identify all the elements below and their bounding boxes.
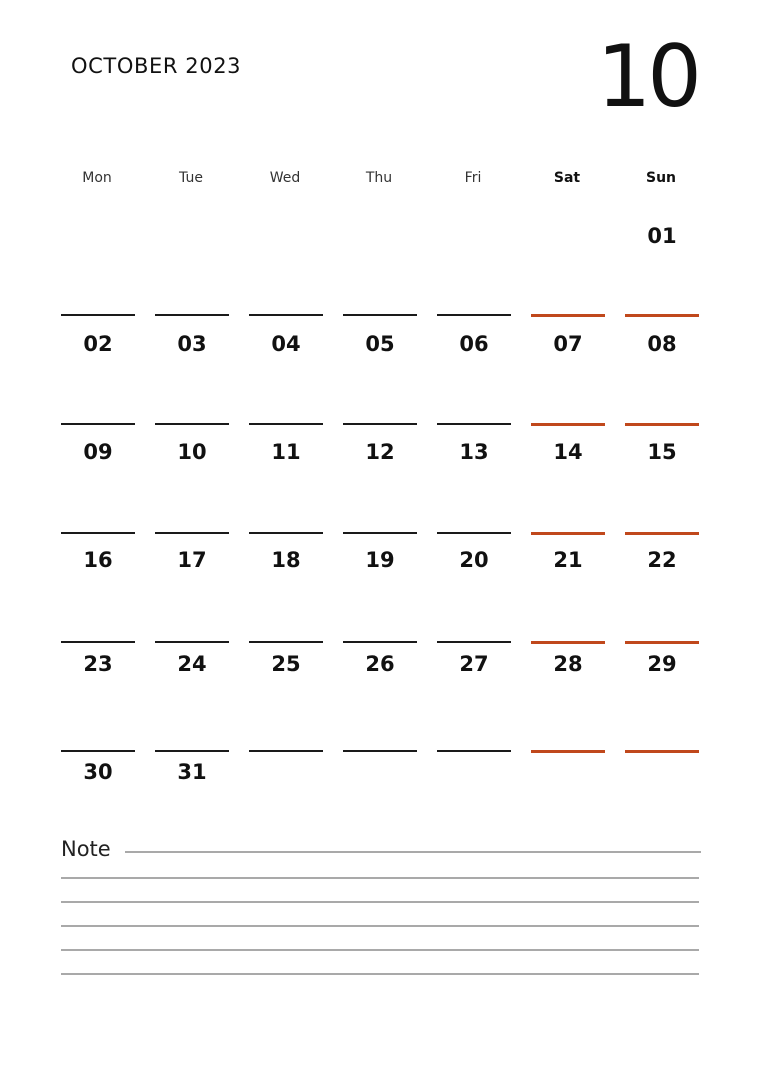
weekend-separator-line (531, 750, 605, 753)
day-separator-line (249, 314, 323, 316)
weekend-separator-line (531, 423, 605, 426)
weekday-sun: Sun (645, 170, 677, 186)
day-separator-line (343, 532, 417, 534)
day-number: 19 (365, 548, 395, 572)
day-number: 16 (83, 548, 113, 572)
note-line[interactable] (61, 925, 699, 927)
day-number: 09 (83, 440, 113, 464)
day-separator-line (61, 641, 135, 643)
weekend-separator-line (531, 532, 605, 535)
day-number: 26 (365, 652, 395, 676)
day-number: 23 (83, 652, 113, 676)
empty-day-cell[interactable] (249, 0, 323, 108)
day-separator-line (61, 314, 135, 316)
day-number: 08 (647, 332, 677, 356)
day-separator-line (61, 423, 135, 425)
weekday-fri: Fri (464, 170, 482, 186)
note-line[interactable] (125, 851, 701, 853)
day-separator-line (343, 314, 417, 316)
day-separator-line (343, 750, 417, 752)
weekend-separator-line (531, 641, 605, 644)
day-separator-line (155, 750, 229, 752)
day-separator-line (249, 641, 323, 643)
day-number: 30 (83, 760, 113, 784)
weekend-separator-line (625, 532, 699, 535)
day-number: 17 (177, 548, 207, 572)
day-separator-line (61, 532, 135, 534)
day-separator-line (437, 423, 511, 425)
day-separator-line (437, 641, 511, 643)
day-separator-line (437, 532, 511, 534)
weekend-separator-line (625, 641, 699, 644)
day-separator-line (437, 750, 511, 752)
day-separator-line (61, 750, 135, 752)
day-separator-line (155, 641, 229, 643)
day-separator-line (155, 532, 229, 534)
day-number: 20 (459, 548, 489, 572)
day-number: 14 (553, 440, 583, 464)
day-separator-line (249, 750, 323, 752)
day-number: 01 (647, 224, 677, 248)
empty-day-cell[interactable] (437, 0, 511, 108)
note-line[interactable] (61, 949, 699, 951)
month-number: 10 (596, 27, 698, 127)
day-number: 31 (177, 760, 207, 784)
note-line[interactable] (61, 973, 699, 975)
weekday-mon: Mon (82, 170, 112, 186)
day-number: 27 (459, 652, 489, 676)
weekend-separator-line (625, 314, 699, 317)
weekend-separator-line (625, 750, 699, 753)
day-number: 22 (647, 548, 677, 572)
weekday-thu: Thu (365, 170, 393, 186)
empty-day-cell[interactable] (531, 0, 605, 108)
day-number: 07 (553, 332, 583, 356)
weekend-separator-line (531, 314, 605, 317)
day-number: 05 (365, 332, 395, 356)
day-number: 02 (83, 332, 113, 356)
empty-day-cell[interactable] (625, 0, 699, 108)
day-number: 29 (647, 652, 677, 676)
day-number: 04 (271, 332, 301, 356)
day-number: 12 (365, 440, 395, 464)
note-line[interactable] (61, 877, 699, 879)
day-separator-line (155, 314, 229, 316)
day-separator-line (343, 423, 417, 425)
weekday-wed: Wed (269, 170, 301, 186)
weekday-sat: Sat (553, 170, 581, 186)
day-separator-line (155, 423, 229, 425)
day-number: 28 (553, 652, 583, 676)
empty-day-cell[interactable] (343, 0, 417, 108)
day-number: 13 (459, 440, 489, 464)
day-number: 24 (177, 652, 207, 676)
note-section (61, 835, 701, 1005)
day-separator-line (343, 641, 417, 643)
day-number: 10 (177, 440, 207, 464)
day-number: 25 (271, 652, 301, 676)
note-line[interactable] (61, 901, 699, 903)
day-number: 03 (177, 332, 207, 356)
day-number: 06 (459, 332, 489, 356)
day-number: 18 (271, 548, 301, 572)
day-number: 21 (553, 548, 583, 572)
day-separator-line (249, 423, 323, 425)
day-number: 11 (271, 440, 301, 464)
weekday-tue: Tue (179, 170, 203, 186)
month-year-title: OCTOBER 2023 (71, 54, 242, 78)
day-separator-line (249, 532, 323, 534)
weekend-separator-line (625, 423, 699, 426)
note-label: Note (61, 837, 111, 861)
day-number: 15 (647, 440, 677, 464)
day-separator-line (437, 314, 511, 316)
